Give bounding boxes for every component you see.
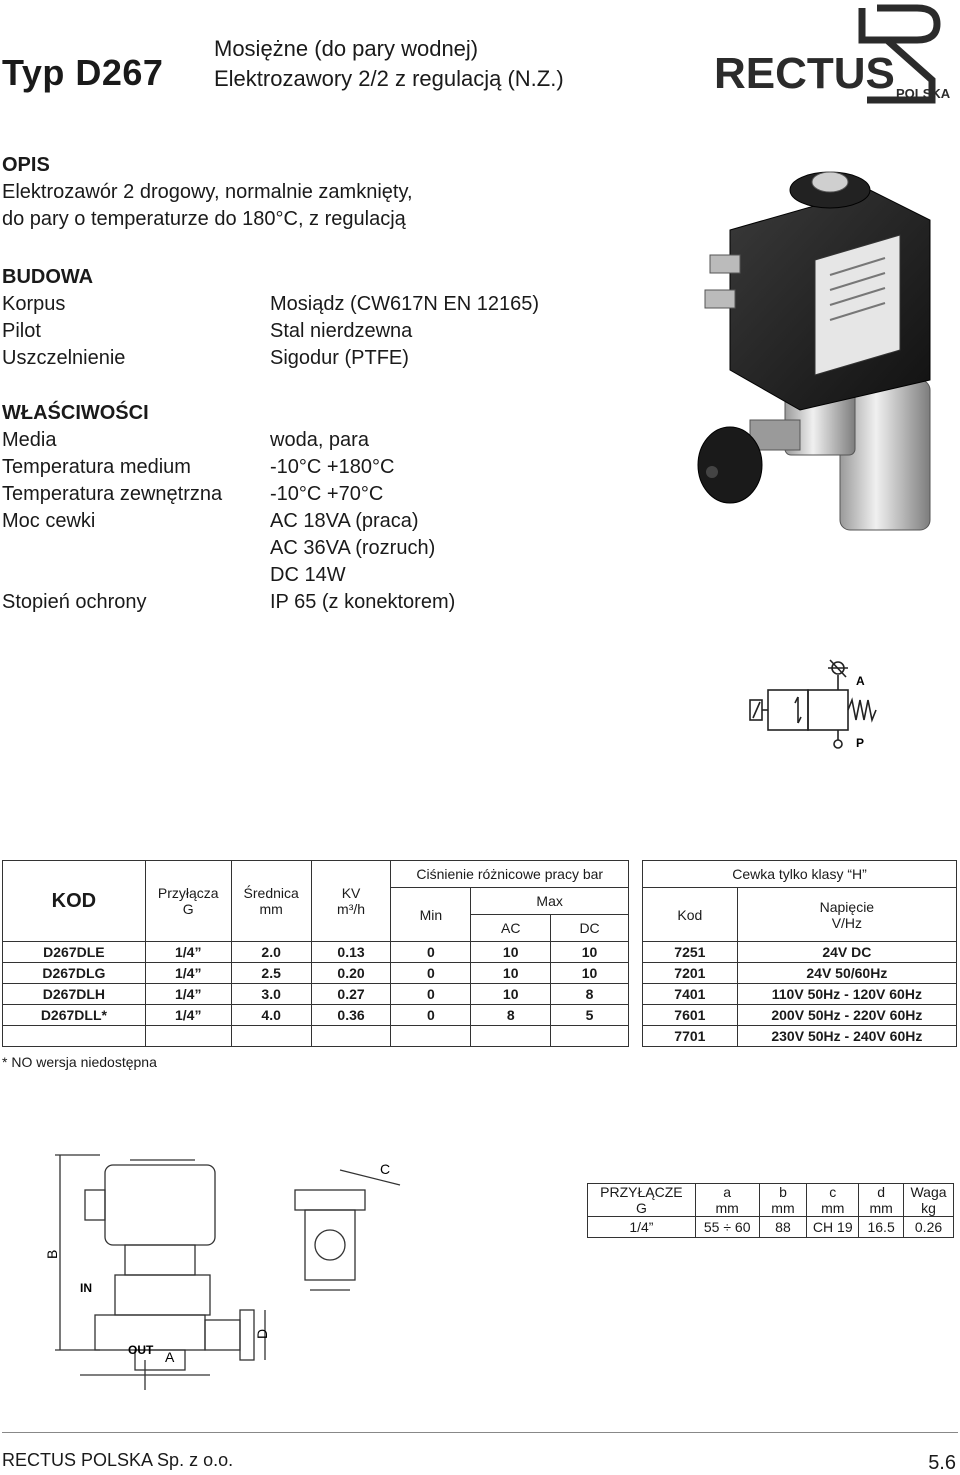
cell-min: 0 bbox=[391, 963, 471, 984]
page-number: 5.6 bbox=[928, 1452, 956, 1474]
dim-header-label: b bbox=[779, 1184, 787, 1200]
coil-cell-napiecie: 200V 50Hz - 220V 60Hz bbox=[737, 1005, 956, 1026]
subtitle-line-1: Mosiężne (do pary wodnej) bbox=[214, 36, 479, 61]
port-p-label: P bbox=[856, 736, 865, 750]
dim-label-b: B bbox=[44, 1249, 60, 1259]
dim-cell: CH 19 bbox=[807, 1217, 859, 1238]
dim-header bbox=[588, 1184, 696, 1217]
dim-header-label: Waga bbox=[910, 1184, 947, 1200]
dim-label-d: D bbox=[254, 1328, 270, 1339]
wlasciwosci-heading: WŁAŚCIWOŚCI bbox=[2, 402, 149, 424]
dim-header-unit: mm bbox=[715, 1200, 739, 1216]
header-srednica bbox=[231, 861, 311, 942]
footnote: * NO wersja niedostępna bbox=[2, 1054, 157, 1070]
dim-label-c: C bbox=[380, 1161, 391, 1177]
dim-label-a: A bbox=[165, 1349, 175, 1365]
table-row bbox=[643, 1026, 957, 1047]
footer-divider bbox=[2, 1432, 958, 1433]
footer-company: RECTUS POLSKA Sp. z o.o. bbox=[2, 1450, 234, 1470]
table-row-empty bbox=[3, 1026, 629, 1047]
cell-kod: D267DLE bbox=[3, 942, 146, 963]
cell-kv: 0.20 bbox=[311, 963, 391, 984]
dim-header bbox=[695, 1184, 759, 1217]
logo-text: RECTUS bbox=[714, 49, 895, 98]
table-header-row bbox=[3, 861, 629, 888]
coil-header-kod: Kod bbox=[643, 888, 738, 942]
coil-header-napiecie-label: Napięcie bbox=[819, 898, 875, 915]
table-row bbox=[3, 1005, 629, 1026]
header-max: Max bbox=[471, 888, 629, 915]
opis-heading: OPIS bbox=[2, 154, 50, 176]
table-row bbox=[588, 1217, 954, 1238]
cell-kod: D267DLL* bbox=[3, 1005, 146, 1026]
table-row bbox=[643, 963, 957, 984]
property-value: IP 65 (z konektorem) bbox=[270, 591, 456, 613]
dim-header-label: a bbox=[723, 1184, 732, 1200]
coil-cell-napiecie: 24V DC bbox=[737, 942, 956, 963]
product-codes-table bbox=[2, 860, 629, 1047]
property-label: Moc cewki bbox=[2, 510, 96, 532]
cell-przylacza: 1/4” bbox=[145, 984, 231, 1005]
budowa-label: Uszczelnienie bbox=[2, 347, 126, 369]
dim-label-in: IN bbox=[80, 1281, 92, 1295]
coil-cell-kod: 7601 bbox=[643, 1005, 738, 1026]
table-row bbox=[643, 942, 957, 963]
header-przylacza-g: G bbox=[182, 901, 194, 917]
dim-header bbox=[759, 1184, 807, 1217]
port-a-label: A bbox=[856, 674, 865, 688]
coil-cell-kod: 7401 bbox=[643, 984, 738, 1005]
budowa-value: Stal nierdzewna bbox=[270, 320, 413, 342]
dim-header-label: d bbox=[877, 1184, 885, 1200]
budowa-value: Sigodur (PTFE) bbox=[270, 347, 409, 369]
cell-kv: 0.36 bbox=[311, 1005, 391, 1026]
table-row bbox=[3, 984, 629, 1005]
coil-header-napiecie bbox=[737, 888, 956, 942]
table-row bbox=[3, 963, 629, 984]
logo-subtext: POLSKA bbox=[896, 86, 951, 101]
dim-cell: 1/4” bbox=[588, 1217, 696, 1238]
rectus-logo bbox=[712, 0, 958, 110]
dim-cell: 88 bbox=[759, 1217, 807, 1238]
property-label: Temperatura zewnętrzna bbox=[2, 483, 223, 505]
dim-cell: 0.26 bbox=[904, 1217, 954, 1238]
coil-header-napiecie-unit: V/Hz bbox=[831, 914, 863, 931]
property-value: DC 14W bbox=[270, 564, 346, 586]
cell-srednica: 2.0 bbox=[231, 942, 311, 963]
property-value: AC 18VA (praca) bbox=[270, 510, 419, 532]
property-value: -10°C +70°C bbox=[270, 483, 384, 505]
cell-max-dc: 5 bbox=[551, 1005, 629, 1026]
opis-line-2: do pary o temperaturze do 180°C, z regulacją bbox=[2, 208, 406, 230]
table-row bbox=[3, 942, 629, 963]
dim-header-unit: kg bbox=[921, 1200, 936, 1216]
header-ac: AC bbox=[471, 915, 551, 942]
header-dc: DC bbox=[551, 915, 629, 942]
budowa-heading: BUDOWA bbox=[2, 266, 94, 288]
header-srednica-label: Średnica bbox=[243, 885, 299, 901]
cell-max-ac: 8 bbox=[471, 1005, 551, 1026]
header-kv-unit: m³/h bbox=[337, 901, 366, 917]
cell-przylacza: 1/4” bbox=[145, 963, 231, 984]
table-row bbox=[643, 1005, 957, 1026]
property-value: -10°C +180°C bbox=[270, 456, 395, 478]
property-value: woda, para bbox=[270, 429, 369, 451]
subtitle-line-2: Elektrozawory 2/2 z regulacją (N.Z.) bbox=[214, 66, 564, 91]
budowa-value: Mosiądz (CW617N EN 12165) bbox=[270, 293, 539, 315]
cell-kod: D267DLH bbox=[3, 984, 146, 1005]
property-label: Stopień ochrony bbox=[2, 591, 147, 613]
dim-cell: 55 ÷ 60 bbox=[695, 1217, 759, 1238]
page-title: Typ D267 bbox=[2, 52, 164, 93]
cell-przylacza: 1/4” bbox=[145, 942, 231, 963]
header-przylacza-label: Przyłącza bbox=[157, 885, 219, 901]
header-przylacza bbox=[145, 861, 231, 942]
cell-srednica: 4.0 bbox=[231, 1005, 311, 1026]
opis-line-1: Elektrozawór 2 drogowy, normalnie zamknięty, bbox=[2, 181, 413, 203]
coil-cell-kod: 7201 bbox=[643, 963, 738, 984]
dim-header bbox=[807, 1184, 859, 1217]
header-cisnienie: Ciśnienie różnicowe pracy bar bbox=[391, 861, 629, 888]
cell-srednica: 3.0 bbox=[231, 984, 311, 1005]
header-kv bbox=[311, 861, 391, 942]
coil-cell-napiecie: 230V 50Hz - 240V 60Hz bbox=[737, 1026, 956, 1047]
dim-header-label: PRZYŁĄCZE bbox=[600, 1184, 683, 1200]
cell-max-dc: 10 bbox=[551, 942, 629, 963]
cell-min: 0 bbox=[391, 942, 471, 963]
cell-max-dc: 8 bbox=[551, 984, 629, 1005]
coil-cell-kod: 7701 bbox=[643, 1026, 738, 1047]
cell-max-ac: 10 bbox=[471, 963, 551, 984]
property-label: Media bbox=[2, 429, 57, 451]
cell-srednica: 2.5 bbox=[231, 963, 311, 984]
dim-header-unit: mm bbox=[869, 1200, 893, 1216]
dim-header-unit: mm bbox=[771, 1200, 795, 1216]
table-header-row bbox=[588, 1184, 954, 1217]
dim-cell: 16.5 bbox=[859, 1217, 904, 1238]
cell-kv: 0.13 bbox=[311, 942, 391, 963]
cell-min: 0 bbox=[391, 984, 471, 1005]
coil-table bbox=[642, 860, 957, 1047]
dim-header-unit: mm bbox=[821, 1200, 845, 1216]
budowa-label: Pilot bbox=[2, 320, 41, 342]
header-min: Min bbox=[391, 888, 471, 942]
dim-header bbox=[904, 1184, 954, 1217]
cell-max-ac: 10 bbox=[471, 984, 551, 1005]
property-label: Temperatura medium bbox=[2, 456, 191, 478]
dim-header bbox=[859, 1184, 904, 1217]
table-row bbox=[643, 984, 957, 1005]
header-kv-label: KV bbox=[341, 885, 361, 901]
cell-min: 0 bbox=[391, 1005, 471, 1026]
cell-kv: 0.27 bbox=[311, 984, 391, 1005]
cell-max-dc: 10 bbox=[551, 963, 629, 984]
cell-przylacza: 1/4” bbox=[145, 1005, 231, 1026]
property-value: AC 36VA (rozruch) bbox=[270, 537, 436, 559]
coil-header-title: Cewka tylko klasy “H” bbox=[643, 861, 957, 888]
cell-max-ac: 10 bbox=[471, 942, 551, 963]
budowa-label: Korpus bbox=[2, 293, 66, 315]
header-srednica-unit: mm bbox=[259, 901, 283, 917]
dimension-drawing bbox=[40, 1150, 460, 1390]
valve-product-photo bbox=[690, 150, 950, 550]
dimensions-table bbox=[587, 1183, 954, 1238]
dim-header-unit: G bbox=[635, 1200, 647, 1216]
dim-header-label: c bbox=[829, 1184, 837, 1200]
valve-symbol-diagram bbox=[748, 655, 888, 755]
cell-kod: D267DLG bbox=[3, 963, 146, 984]
coil-cell-napiecie: 24V 50/60Hz bbox=[737, 963, 956, 984]
header-kod: KOD bbox=[3, 861, 146, 942]
dim-label-out: OUT bbox=[128, 1343, 154, 1357]
coil-cell-napiecie: 110V 50Hz - 120V 60Hz bbox=[737, 984, 956, 1005]
coil-cell-kod: 7251 bbox=[643, 942, 738, 963]
